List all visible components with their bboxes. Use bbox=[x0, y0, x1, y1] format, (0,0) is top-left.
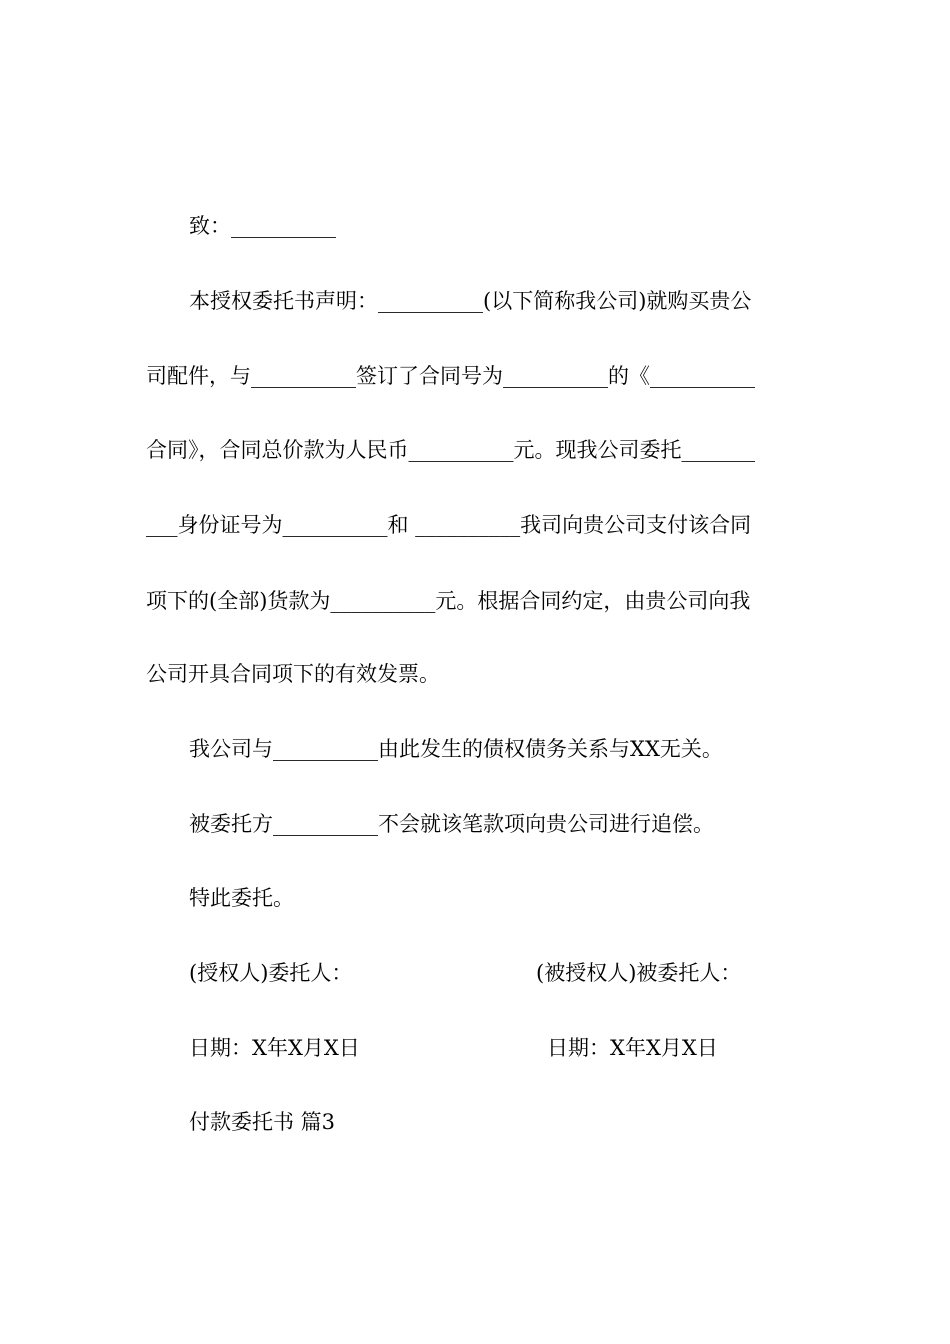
no-recourse-paragraph: 被委托方__________不会就该笔款项向贵公司进行追偿。 bbox=[189, 812, 714, 836]
paragraph-line: 合同》，合同总价款为人民币__________元。现我公司委托_______ bbox=[146, 438, 755, 462]
principal-label: (授权人)委托人： bbox=[189, 961, 353, 985]
section-heading: 付款委托书 篇3 bbox=[189, 1110, 336, 1134]
paragraph-line: 本授权委托书声明：__________(以下简称我公司)就购买贵公 bbox=[189, 289, 752, 313]
debt-relation-paragraph: 我公司与__________由此发生的债权债务关系与XX无关。 bbox=[189, 737, 723, 761]
to-line: 致：__________ bbox=[189, 214, 336, 238]
paragraph-line: ___身份证号为__________和 __________我司向贵公司支付该合同 bbox=[146, 513, 752, 537]
paragraph-line: 公司开具合同项下的有效发票。 bbox=[146, 662, 440, 686]
paragraph-line: 项下的(全部)货款为__________元。根据合同约定，由贵公司向我 bbox=[146, 589, 751, 613]
agent-label: (被授权人)被委托人： bbox=[536, 961, 742, 985]
closing-phrase: 特此委托。 bbox=[189, 886, 294, 910]
principal-date: 日期：X年X月X日 bbox=[189, 1036, 360, 1060]
paragraph-line: 司配件，与__________签订了合同号为__________的《__________ bbox=[146, 364, 755, 388]
agent-date: 日期：X年X月X日 bbox=[547, 1036, 718, 1060]
